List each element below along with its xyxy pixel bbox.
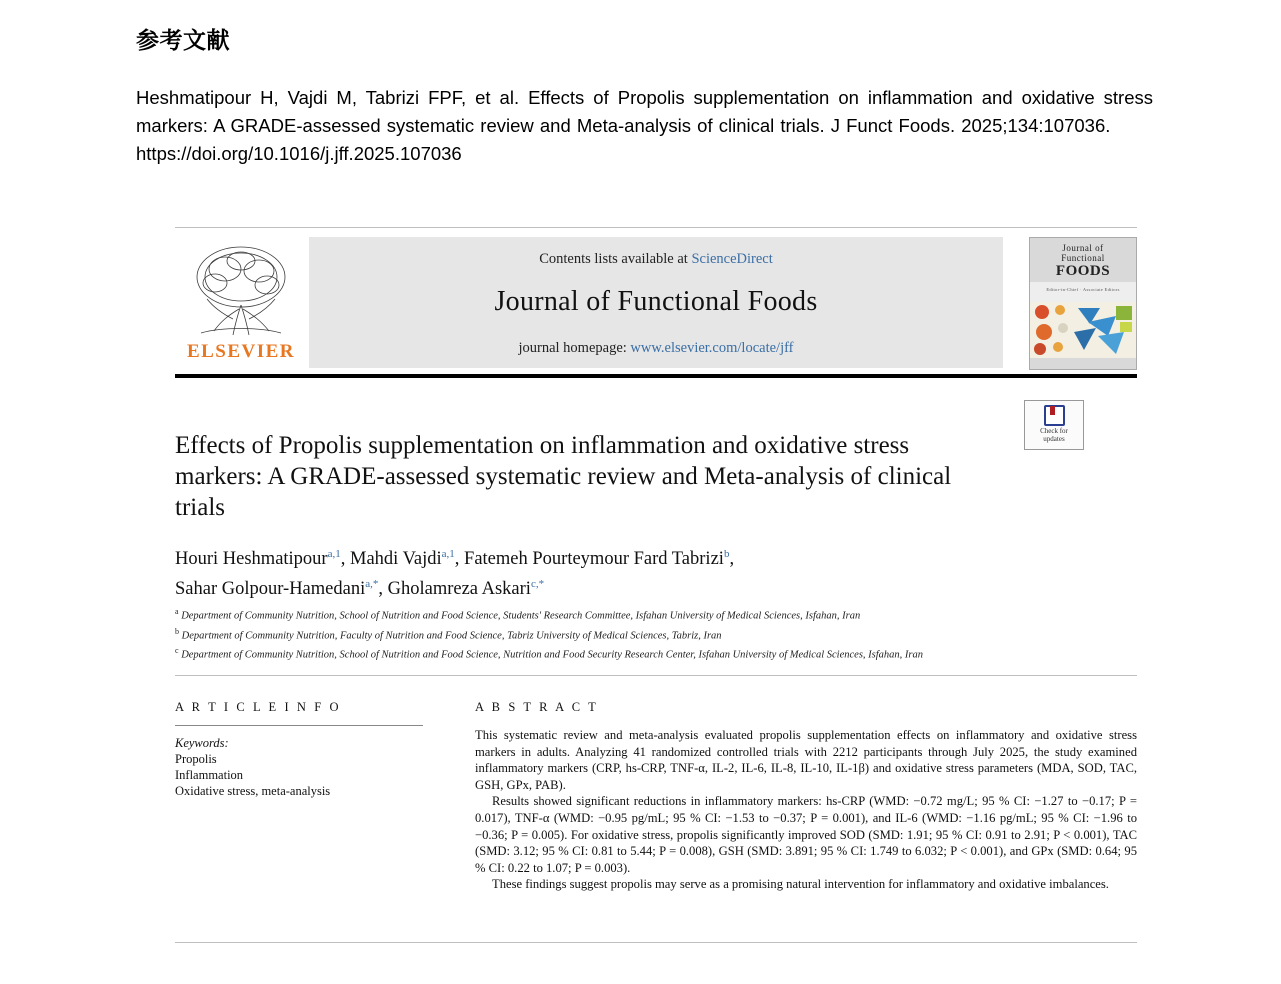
author-1: Houri Heshmatipour	[175, 549, 328, 570]
affiliation-text-b: Department of Community Nutrition, Faculty of Nutrition and Food Science, Tabriz University of Medical Sciences, Tabriz, Iran	[181, 630, 722, 641]
cover-footer-band	[1030, 358, 1136, 369]
elsevier-logo	[175, 237, 307, 368]
abstract-paragraph: These findings suggest propolis may serve as a promising natural intervention for inflammatory and oxidative imbalances.	[492, 877, 1109, 892]
paper-preview	[136, 212, 1153, 972]
cover-artwork-shapes	[1030, 302, 1136, 358]
abstract-column	[475, 700, 1137, 893]
abstract-divider	[175, 942, 1137, 943]
affiliation-text-c: Department of Community Nutrition, School of Nutrition and Food Science, Nutrition and Food Security Research Center, Isfahan University of Medical Sciences, Isfahan, Iran	[181, 649, 923, 661]
crossmark-line2: updates	[1043, 435, 1065, 443]
crossmark-icon	[1044, 405, 1065, 426]
article-info-column	[175, 700, 423, 799]
journal-masthead	[175, 227, 1137, 368]
cover-artwork	[1030, 302, 1136, 358]
cover-subtext-block	[1030, 282, 1136, 302]
elsevier-tree-icon	[181, 239, 301, 339]
affiliation-marker-b: b	[175, 626, 179, 636]
keyword-item: Oxidative stress, meta-analysis	[175, 784, 331, 798]
keyword-item: Inflammation	[175, 768, 244, 782]
affiliation-text-a: Department of Community Nutrition, School of Nutrition and Food Science, Students' Research Committee, Isfahan University of Medical Sciences, Isfahan, Iran	[181, 610, 861, 622]
affiliation-marker-c: c	[175, 646, 179, 655]
author-5-affil-marker: c,*	[530, 578, 545, 591]
affiliation-item	[175, 643, 985, 663]
crossmark-line1: Check for	[1040, 427, 1068, 435]
contents-prefix: Contents lists available at	[539, 251, 692, 267]
author-4-affil-marker: a,*	[365, 578, 379, 591]
elsevier-wordmark: ELSEVIER	[186, 341, 296, 362]
page-title: 参考文献	[136, 27, 230, 53]
reference-citation	[136, 84, 1153, 168]
author-3-affil-marker: b	[723, 548, 730, 560]
author-line1-end: ,	[729, 549, 735, 570]
cover-line1: Journal of	[1062, 243, 1104, 253]
homepage-line	[309, 340, 1003, 357]
article-info-rule	[175, 725, 423, 726]
cover-line3: FOODS	[1055, 263, 1111, 279]
contents-line	[309, 251, 1003, 268]
affiliation-list	[175, 604, 985, 663]
header-divider	[175, 675, 1137, 676]
cover-title-block	[1030, 238, 1136, 282]
keywords-heading: Keywords:	[175, 736, 229, 750]
author-1-affil-marker: a,1	[327, 548, 341, 560]
author-2: , Mahdi Vajdi	[340, 549, 442, 570]
masthead-divider	[175, 374, 1137, 378]
keyword-item: Propolis	[175, 752, 217, 766]
abstract-body	[475, 727, 1137, 893]
affiliation-item	[175, 624, 985, 644]
reference-citation-text: Heshmatipour H, Vajdi M, Tabrizi FPF, et al. Effects of Propolis supplementation on inflammation and oxidative stress markers: A GRADE-assessed systematic review and Meta-analysis of clinical trials. J Funct Foods. 2025;134:107036.	[136, 87, 1153, 136]
homepage-prefix: journal homepage:	[518, 340, 631, 356]
reference-doi-link[interactable]: https://doi.org/10.1016/j.jff.2025.107036	[136, 143, 462, 164]
crossmark-badge[interactable]	[1024, 400, 1084, 450]
journal-title: Journal of Functional Foods	[494, 286, 818, 317]
author-4: Sahar Golpour-Hamedani	[175, 579, 366, 600]
affiliation-marker-a: a	[175, 607, 179, 616]
journal-homepage-link[interactable]: www.elsevier.com/locate/jff	[630, 340, 794, 356]
sciencedirect-link[interactable]: ScienceDirect	[691, 251, 773, 267]
abstract-heading: A B S T R A C T	[475, 700, 599, 714]
journal-cover-thumbnail	[1029, 237, 1137, 370]
cover-line2: Functional	[1061, 253, 1105, 263]
author-list	[175, 542, 995, 602]
affiliation-item	[175, 604, 985, 624]
article-info-heading: A R T I C L E I N F O	[175, 700, 342, 714]
abstract-paragraph: This systematic review and meta-analysis evaluated propolis supplementation effects on inflammatory and oxidative stress markers in adults. Analyzing 41 randomized controlled trials with 2212 participants through July 2025, the study examined inflammatory markers (CRP, hs-CRP, TNF-α, IL-2, IL-6, IL-8, IL-10, IL-1β) and oxidative stress parameters (MDA, SOD, TAC, GSH, GPx, PAB).	[475, 728, 1137, 792]
author-2-affil-marker: a,1	[441, 548, 455, 560]
author-5: , Gholamreza Askari	[378, 579, 531, 600]
author-3: , Fatemeh Pourteymour Fard Tabrizi	[454, 549, 724, 570]
article-title: Effects of Propolis supplementation on inflammation and oxidative stress markers: A GRADE-assessed systematic review and Meta-analysis of clinical trials	[175, 432, 952, 521]
journal-band	[309, 237, 1003, 368]
cover-small-text: Editor-in-Chief · Associate Editors	[1046, 287, 1120, 292]
abstract-paragraph: Results showed significant reductions in inflammatory markers: hs-CRP (WMD: −0.72 mg/L; 95 % CI: −1.27 to −0.17; P = 0.017), TNF-α (WMD: −0.95 pg/mL; 95 % CI: −1.53 to −0.37; P = 0.001), and IL-6 (WMD: −1.16 pg/mL; 95 % CI: −1.96 to −0.36; P = 0.005). For oxidative stress, propolis significantly improved SOD (SMD: 1.91; 95 % CI: 0.91 to 2.91; P < 0.001), TAC (SMD: 3.12; 95 % CI: 0.81 to 5.44; P = 0.008), GSH (SMD: 3.891; 95 % CI: 1.749 to 6.032; P < 0.001), and GPx (SMD: 0.64; 95 % CI: 0.22 to 1.07; P = 0.003).	[475, 794, 1137, 875]
